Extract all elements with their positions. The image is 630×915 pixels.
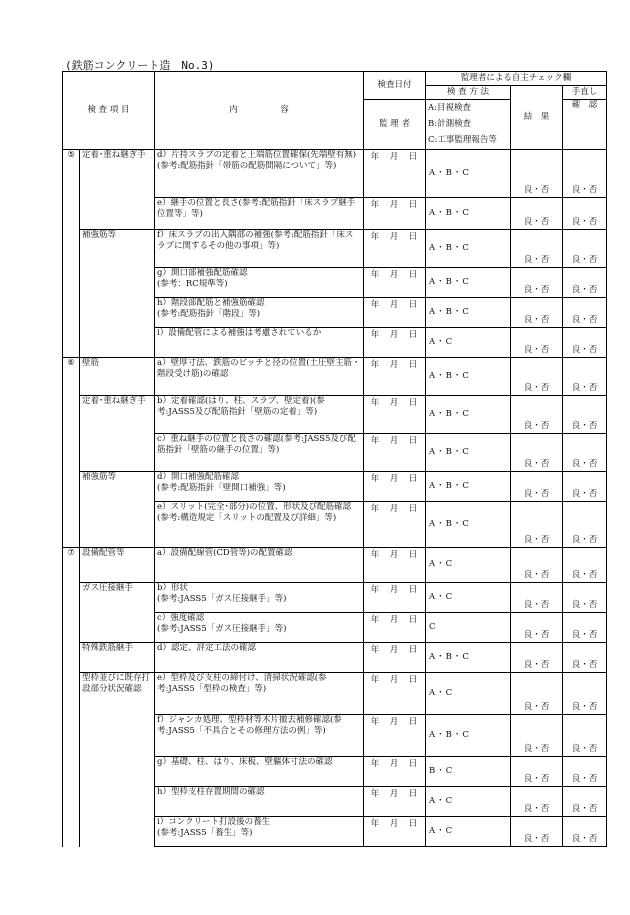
inspection-method[interactable]: A・B・C <box>426 298 511 328</box>
header-inspector: 監 理 者 <box>364 100 426 150</box>
inspection-date[interactable]: 年 月 日 <box>364 358 426 396</box>
fix-confirm-ok-ng[interactable]: 良・否 <box>563 757 607 787</box>
inspection-method[interactable]: B・C <box>426 757 511 787</box>
header-item: 検 査 項 目 <box>63 72 155 150</box>
fix-confirm-ok-ng[interactable]: 良・否 <box>563 328 607 358</box>
inspection-method[interactable]: A・C <box>426 817 511 847</box>
section-number: ⑤ <box>63 150 80 358</box>
section-number: ⑥ <box>63 358 80 548</box>
inspection-date[interactable]: 年 月 日 <box>364 268 426 298</box>
inspection-method[interactable]: A・B・C <box>426 150 511 198</box>
check-content: b）形状 (参考:JASS5「ガス圧接継手」等) <box>155 583 364 613</box>
fix-confirm-ok-ng[interactable]: 良・否 <box>563 613 607 643</box>
check-content: a）壁厚寸法、鉄筋のピッチと径の位置(土圧壁主筋・階段受け筋)の確認 <box>155 358 364 396</box>
result-ok-ng[interactable]: 良・否 <box>511 230 563 268</box>
check-item: 定着･重ね継ぎ手 <box>80 396 155 472</box>
header-date: 検査日付 <box>364 72 426 100</box>
fix-confirm-ok-ng[interactable]: 良・否 <box>563 396 607 434</box>
fix-confirm-ok-ng[interactable]: 良・否 <box>563 548 607 583</box>
fix-confirm-ok-ng[interactable]: 良・否 <box>563 198 607 230</box>
check-content: e）型枠及び支柱の締付け、清掃状況確認(参考:JASS5「型枠の検査」等) <box>155 673 364 715</box>
method-option-c: C:工事監理報告等 <box>428 135 497 145</box>
check-content: i）設備配管による補強は考慮されているか <box>155 328 364 358</box>
result-ok-ng[interactable]: 良・否 <box>511 583 563 613</box>
header-content: 内 容 <box>155 72 364 150</box>
check-content: f）床スラブの出入隅部の補強(参考:配筋指針「床スラブに関するその他の事項」等) <box>155 230 364 268</box>
fix-confirm-ok-ng[interactable]: 良・否 <box>563 472 607 502</box>
inspection-method[interactable]: A・C <box>426 548 511 583</box>
inspection-date[interactable]: 年 月 日 <box>364 472 426 502</box>
table-row <box>63 358 607 396</box>
fix-confirm-ok-ng[interactable]: 良・否 <box>563 673 607 715</box>
inspection-method[interactable]: A・B・C <box>426 396 511 434</box>
header-method: 検 査 方 法 <box>426 86 511 100</box>
fix-confirm-ok-ng[interactable]: 良・否 <box>563 817 607 847</box>
inspection-method[interactable]: A・B・C <box>426 198 511 230</box>
inspection-method[interactable]: A・C <box>426 787 511 817</box>
fix-confirm-ok-ng[interactable]: 良・否 <box>563 358 607 396</box>
section-number: ⑦ <box>63 548 80 847</box>
result-ok-ng[interactable]: 良・否 <box>511 787 563 817</box>
header-fix-2: 確 認 <box>563 100 607 150</box>
inspection-method[interactable]: A・C <box>426 328 511 358</box>
check-content: g）基礎、柱、はり、床板、壁軀体寸法の確認 <box>155 757 364 787</box>
table-row <box>63 673 607 715</box>
result-ok-ng[interactable]: 良・否 <box>511 328 563 358</box>
check-content: a）設備配線管(CD管等)の配置確認 <box>155 548 364 583</box>
check-content: e）継手の位置と長さ(参考:配筋指針「床スラブ継手位置等」等) <box>155 198 364 230</box>
result-ok-ng[interactable]: 良・否 <box>511 817 563 847</box>
inspection-method[interactable]: A・B・C <box>426 502 511 548</box>
result-ok-ng[interactable]: 良・否 <box>511 613 563 643</box>
table-row <box>63 548 607 583</box>
inspection-date[interactable]: 年 月 日 <box>364 613 426 643</box>
result-ok-ng[interactable]: 良・否 <box>511 502 563 548</box>
header-group: 監理者による自主チェック欄 <box>426 72 607 86</box>
check-item: 特殊鉄筋継手 <box>80 643 155 673</box>
inspection-method[interactable]: A・C <box>426 583 511 613</box>
fix-confirm-ok-ng[interactable]: 良・否 <box>563 150 607 198</box>
result-ok-ng[interactable]: 良・否 <box>511 715 563 757</box>
check-item: 補強筋等 <box>80 472 155 548</box>
check-content: d）開口補強配筋確認 (参考:配筋指針「壁開口補強」等) <box>155 472 364 502</box>
inspection-date[interactable]: 年 月 日 <box>364 757 426 787</box>
inspection-method[interactable]: A・B・C <box>426 472 511 502</box>
table-row <box>63 583 607 613</box>
result-ok-ng[interactable]: 良・否 <box>511 298 563 328</box>
inspection-date[interactable]: 年 月 日 <box>364 673 426 715</box>
inspection-date[interactable]: 年 月 日 <box>364 787 426 817</box>
result-ok-ng[interactable]: 良・否 <box>511 396 563 434</box>
inspection-date[interactable]: 年 月 日 <box>364 715 426 757</box>
result-ok-ng[interactable]: 良・否 <box>511 472 563 502</box>
check-content: c）重ね継手の位置と長さの確認(参考:JASS5及び配筋指針「壁筋の継手の位置」等) <box>155 434 364 472</box>
inspection-method[interactable]: A・B・C <box>426 715 511 757</box>
fix-confirm-ok-ng[interactable]: 良・否 <box>563 502 607 548</box>
inspection-date[interactable]: 年 月 日 <box>364 230 426 268</box>
result-ok-ng[interactable]: 良・否 <box>511 268 563 298</box>
table-row <box>63 150 607 198</box>
fix-confirm-ok-ng[interactable]: 良・否 <box>563 268 607 298</box>
fix-confirm-ok-ng[interactable]: 良・否 <box>563 583 607 613</box>
check-content: g）開口部補強配筋確認 (参考：RC規準等) <box>155 268 364 298</box>
check-item: 設備配管等 <box>80 548 155 583</box>
table-row <box>63 643 607 673</box>
header-fix-1: 手直し <box>563 86 607 100</box>
check-content: d）片持スラブの定着と上端筋位置確保(先端壁有無)(参考:配筋指針「帯筋の配筋間隔について」等) <box>155 150 364 198</box>
inspection-table <box>62 71 607 847</box>
header-result: 結 果 <box>511 86 563 150</box>
table-row <box>63 230 607 268</box>
header-method-options <box>426 100 511 150</box>
method-option-a: A:目視検査 <box>428 103 472 113</box>
result-ok-ng[interactable]: 良・否 <box>511 673 563 715</box>
check-content: c）強度確認 (参考:JASS5「ガス圧接継手」等) <box>155 613 364 643</box>
check-content: b）定着確認(はり、柱、スラブ、壁定着)(参考:JASS5及び配筋指針「壁筋の定着」等) <box>155 396 364 434</box>
inspection-date[interactable]: 年 月 日 <box>364 502 426 548</box>
inspection-method[interactable]: A・B・C <box>426 434 511 472</box>
inspection-date[interactable]: 年 月 日 <box>364 396 426 434</box>
result-ok-ng[interactable]: 良・否 <box>511 434 563 472</box>
check-item: 壁筋 <box>80 358 155 396</box>
inspection-date[interactable]: 年 月 日 <box>364 548 426 583</box>
check-item: ガス圧接継手 <box>80 583 155 643</box>
inspection-method[interactable]: A・C <box>426 673 511 715</box>
inspection-date[interactable]: 年 月 日 <box>364 583 426 613</box>
inspection-date[interactable]: 年 月 日 <box>364 150 426 198</box>
inspection-date[interactable]: 年 月 日 <box>364 643 426 673</box>
inspection-method[interactable]: A・B・C <box>426 230 511 268</box>
check-item: 補強筋等 <box>80 230 155 358</box>
inspection-method[interactable]: A・B・C <box>426 268 511 298</box>
inspection-date[interactable]: 年 月 日 <box>364 298 426 328</box>
result-ok-ng[interactable]: 良・否 <box>511 643 563 673</box>
fix-confirm-ok-ng[interactable]: 良・否 <box>563 434 607 472</box>
document-title: (鉄筋コンクリート造 No.3) <box>65 59 215 72</box>
inspection-date[interactable]: 年 月 日 <box>364 817 426 847</box>
result-ok-ng[interactable]: 良・否 <box>511 757 563 787</box>
inspection-method[interactable]: A・B・C <box>426 358 511 396</box>
fix-confirm-ok-ng[interactable]: 良・否 <box>563 298 607 328</box>
fix-confirm-ok-ng[interactable]: 良・否 <box>563 230 607 268</box>
check-content: d）認定、評定工法の確認 <box>155 643 364 673</box>
fix-confirm-ok-ng[interactable]: 良・否 <box>563 715 607 757</box>
check-item: 型枠並びに既存打設部分状況確認 <box>80 673 155 847</box>
check-content: i）コンクリート打設後の養生 (参考:JASS5「養生」等) <box>155 817 364 847</box>
method-option-b: B:計測検査 <box>428 119 472 129</box>
inspection-date[interactable]: 年 月 日 <box>364 328 426 358</box>
inspection-date[interactable]: 年 月 日 <box>364 434 426 472</box>
check-content: h）型枠支柱存置期間の確認 <box>155 787 364 817</box>
result-ok-ng[interactable]: 良・否 <box>511 548 563 583</box>
fix-confirm-ok-ng[interactable]: 良・否 <box>563 787 607 817</box>
check-content: f）ジャンカ処理、型枠材等木片撤去補修確認(参考:JASS5「不具合とその修理方法の例」等) <box>155 715 364 757</box>
table-row <box>63 472 607 502</box>
table-row <box>63 396 607 434</box>
result-ok-ng[interactable]: 良・否 <box>511 150 563 198</box>
result-ok-ng[interactable]: 良・否 <box>511 358 563 396</box>
check-content: h）階段部配筋と補強筋確認 (参考:配筋指針「階段」等) <box>155 298 364 328</box>
inspection-method[interactable]: C <box>426 613 511 643</box>
result-ok-ng[interactable]: 良・否 <box>511 198 563 230</box>
fix-confirm-ok-ng[interactable]: 良・否 <box>563 643 607 673</box>
inspection-method[interactable]: A・B・C <box>426 643 511 673</box>
inspection-date[interactable]: 年 月 日 <box>364 198 426 230</box>
check-item: 定着･重ね継ぎ手 <box>80 150 155 230</box>
check-content: e）スリット(完全･部分)の位置、形状及び配筋確認(参考:構造規定「スリットの配置及び詳細」等) <box>155 502 364 548</box>
